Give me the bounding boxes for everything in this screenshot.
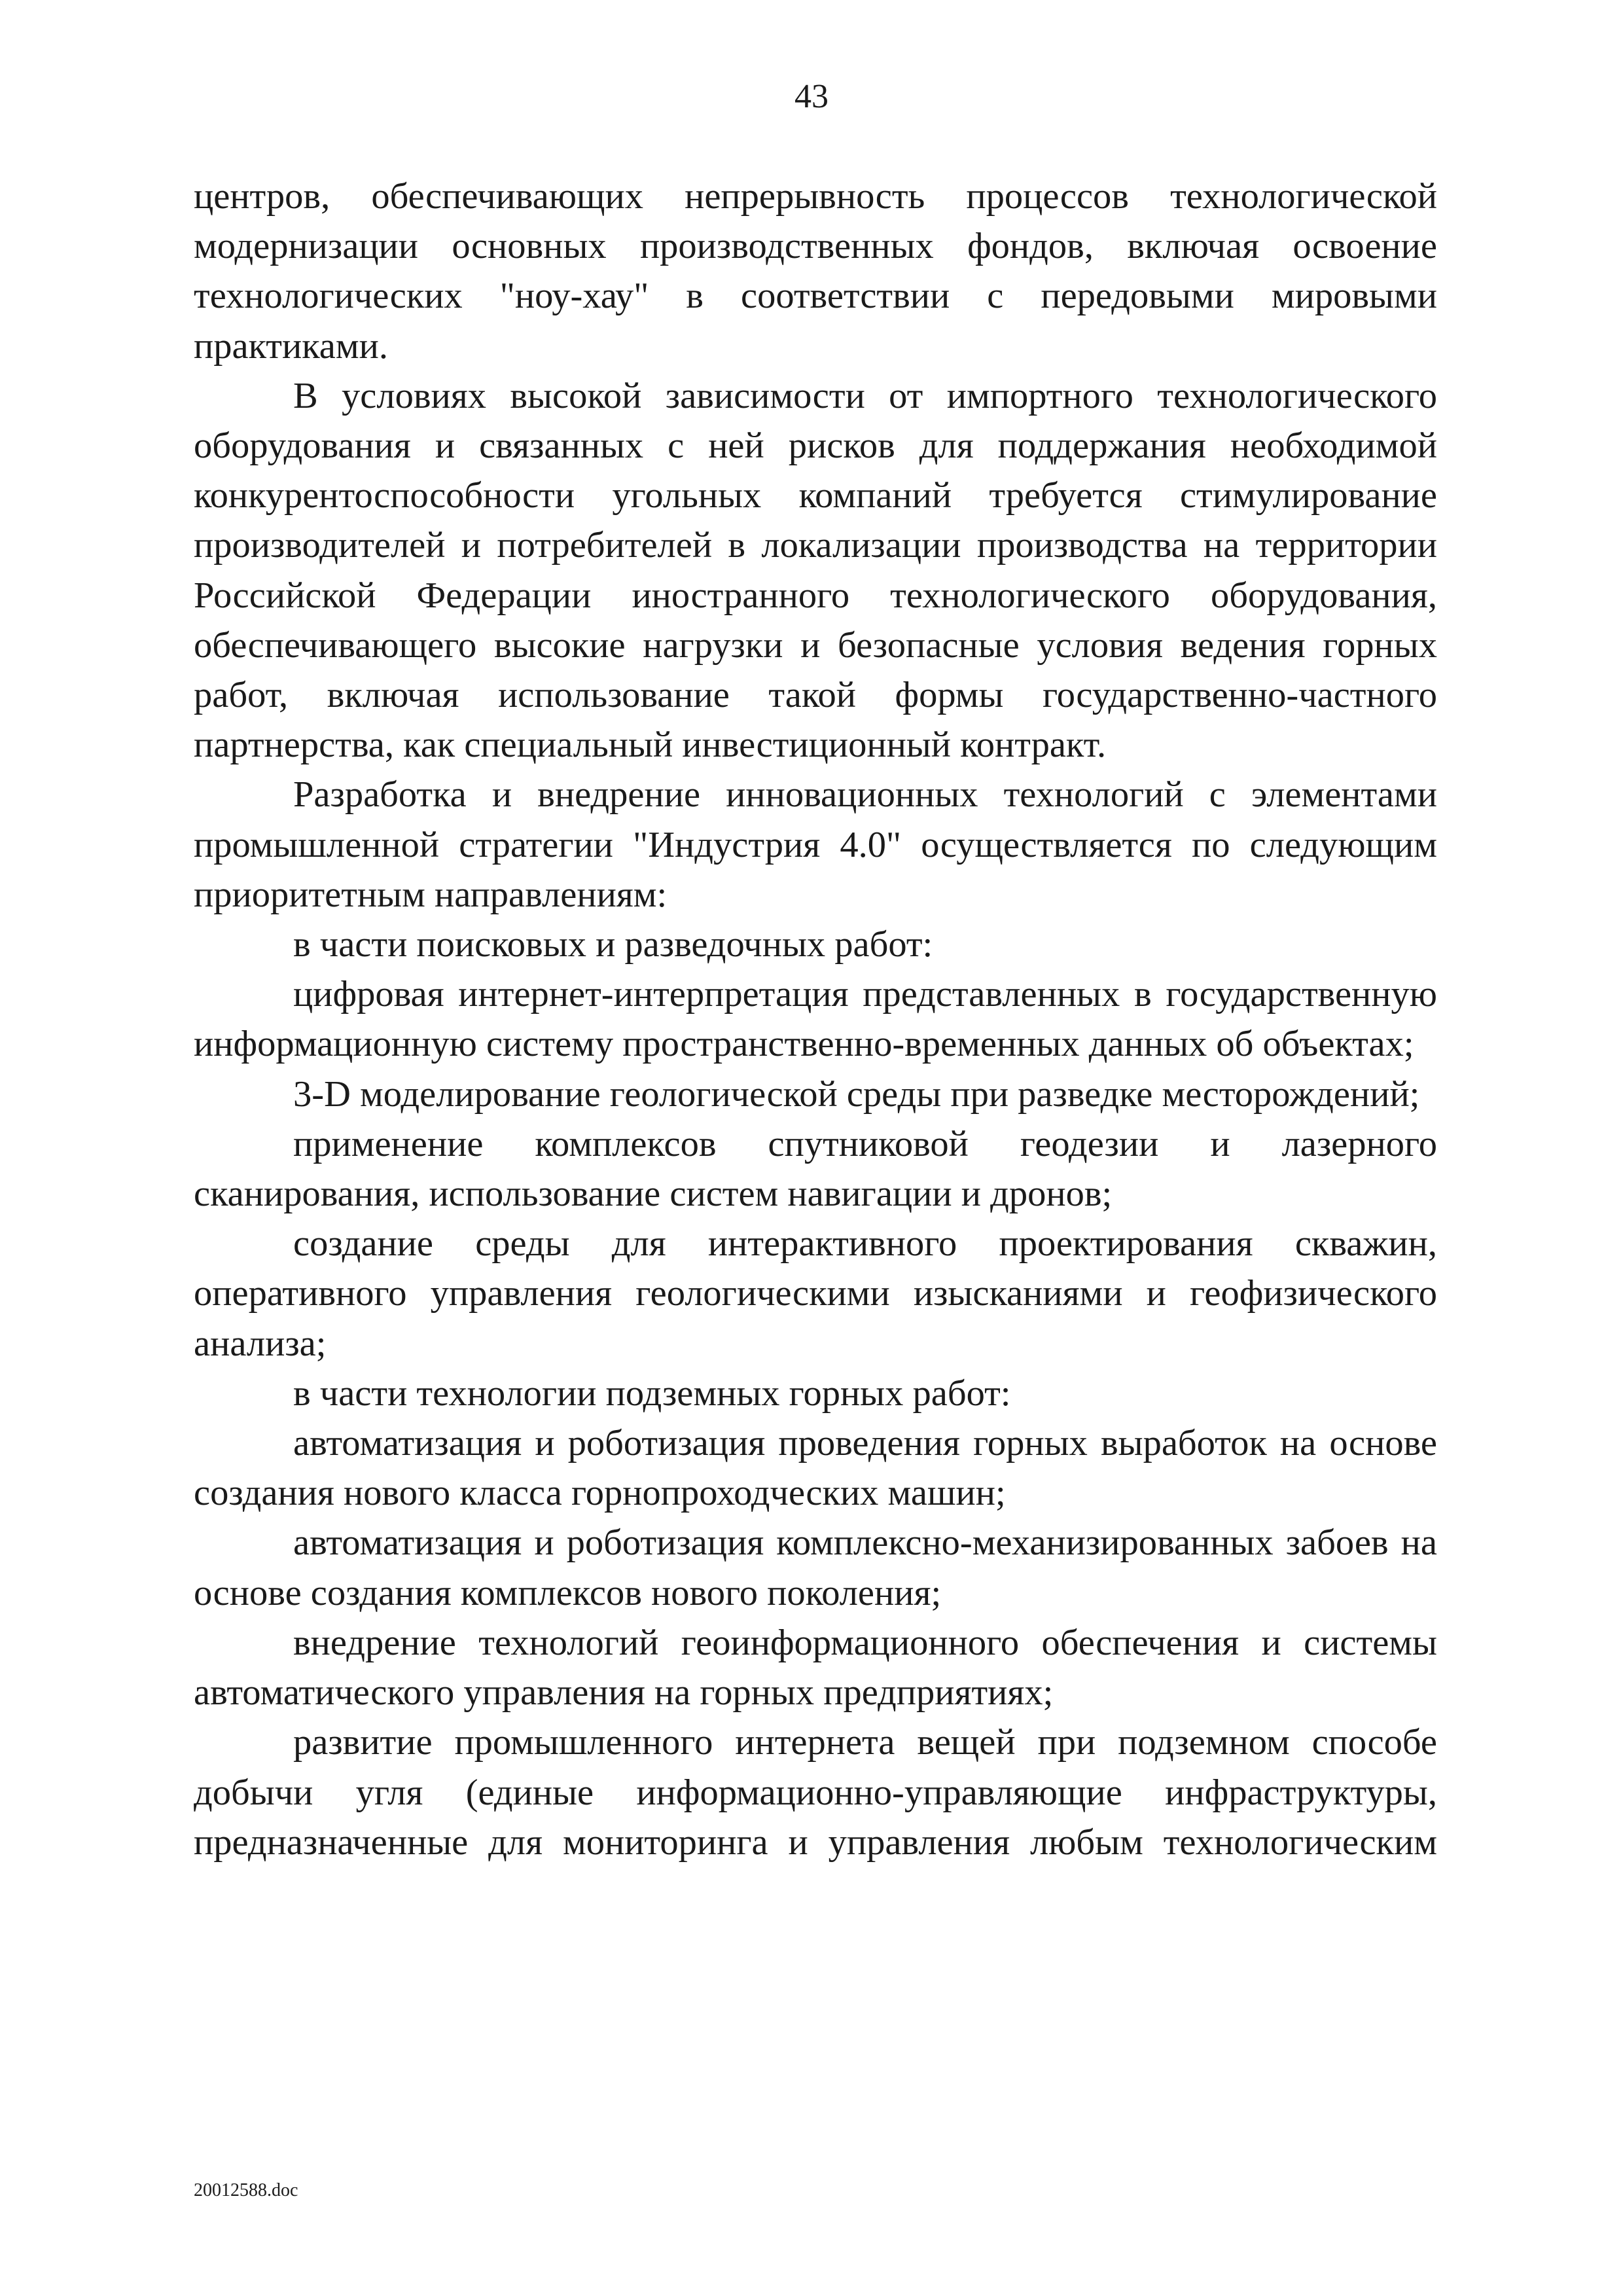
paragraph: в части технологии подземных горных работ:: [293, 1372, 1011, 1414]
page-number: 43: [794, 78, 829, 115]
document-file-id: 20012588.doc: [194, 2180, 298, 2200]
document-body: [194, 171, 1437, 1867]
paragraph: В условиях высокой зависимости от импортного технологического оборудования и связанных с ней рисков для поддержания необходимой конкурентоспособности угольных компаний требуется стимулирование производителей и потребителей в локализации производства на территории Российской Федерации иностранного технологического оборудования, обеспечивающего высокие нагрузки и безопасные условия ведения горных работ, включая использование такой формы государственно-частного партнерства, как специальный инвестиционный контракт.: [194, 375, 1437, 766]
paragraph: автоматизация и роботизация проведения горных выработок на основе создания нового класса горнопроходческих машин;: [194, 1423, 1437, 1514]
paragraph: развитие промышленного интернета вещей при подземном способе добычи угля (единые информационно-управляющие инфраструктуры, предназначенные для мониторинга и управления любым технологическим: [194, 1722, 1437, 1863]
paragraph: Разработка и внедрение инновационных технологий с элементами промышленной стратегии "Индустрия 4.0" осуществляется по следующим приоритетным направлениям:: [194, 774, 1437, 915]
paragraph: цифровая интернет-интерпретация представленных в государственную информационную систему пространственно-временных данных об объектах;: [194, 974, 1437, 1065]
paragraph: 3-D моделирование геологической среды при разведке месторождений;: [293, 1073, 1420, 1115]
paragraph: в части поисковых и разведочных работ:: [293, 924, 933, 965]
paragraph: центров, обеспечивающих непрерывность процессов технологической модернизации основных производственных фондов, включая освоение технологических "ноу-хау" в соответствии с передовыми мировыми практиками.: [194, 176, 1437, 367]
paragraph: применение комплексов спутниковой геодезии и лазерного сканирования, использование систем навигации и дронов;: [194, 1123, 1437, 1215]
paragraph: создание среды для интерактивного проектирования скважин, оперативного управления геологическими изысканиями и геофизического анализа;: [194, 1223, 1437, 1364]
paragraph: внедрение технологий геоинформационного обеспечения и системы автоматического управления на горных предприятиях;: [194, 1622, 1437, 1713]
paragraph: автоматизация и роботизация комплексно-механизированных забоев на основе создания комплексов нового поколения;: [194, 1522, 1437, 1613]
